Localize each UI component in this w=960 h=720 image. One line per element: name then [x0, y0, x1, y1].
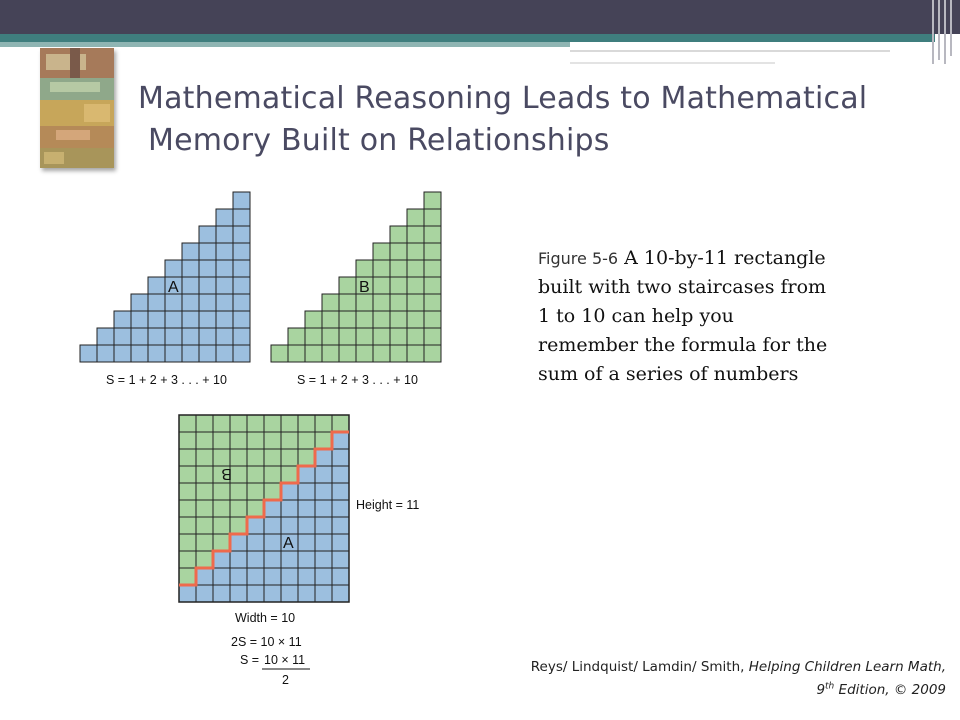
rectangle-cell: [332, 585, 349, 602]
staircase-a-cell: [199, 311, 216, 328]
staircase-b-cell: [356, 311, 373, 328]
staircase-b-cell: [390, 277, 407, 294]
rectangle-cell: [179, 551, 196, 568]
staircase-b-cell: [424, 260, 441, 277]
staircase-a-cell: [114, 328, 131, 345]
staircase-a-cell: [199, 294, 216, 311]
staircase-b-cell: [305, 311, 322, 328]
title-line-2: Memory Built on Relationships: [148, 123, 610, 158]
rectangle-cell: [230, 449, 247, 466]
staircase-a-cell: [216, 260, 233, 277]
rectangle-cell: [298, 415, 315, 432]
staircase-a-cell: [148, 277, 165, 294]
staircase-a-cell: [233, 277, 250, 294]
rectangle-cell: [298, 551, 315, 568]
rectangle-cell: [179, 483, 196, 500]
staircase-a-cell: [233, 226, 250, 243]
rectangle-cell: [315, 432, 332, 449]
staircase-a-cell: [233, 345, 250, 362]
staircase-b-cell: [373, 345, 390, 362]
rectangle-cell: [179, 534, 196, 551]
staircase-a-cell: [216, 345, 233, 362]
staircase-b-cell: [407, 209, 424, 226]
staircase-b-cell: [407, 345, 424, 362]
rectangle-cell: [315, 517, 332, 534]
rectangle-cell: [196, 466, 213, 483]
rectangle-cell: [264, 568, 281, 585]
staircase-a-cell: [233, 328, 250, 345]
staircase-a-label: A: [168, 279, 179, 296]
credit-book-title: Helping Children Learn Math,: [748, 659, 946, 675]
rectangle-cell: [196, 415, 213, 432]
rectangle-cell: [179, 568, 196, 585]
staircase-a-cell: [182, 311, 199, 328]
staircase-b-cell: [390, 328, 407, 345]
rectangle-cell: [179, 500, 196, 517]
rectangle-cell: [281, 568, 298, 585]
staircase-a-cell: [114, 345, 131, 362]
staircase-a-cell: [216, 209, 233, 226]
rectangle-cell: [315, 568, 332, 585]
staircase-b-cell: [424, 209, 441, 226]
rectangle-cell: [230, 415, 247, 432]
rectangle-cell: [179, 466, 196, 483]
staircase-b-cell: [322, 345, 339, 362]
staircase-b-cell: [424, 294, 441, 311]
rectangle-cell: [230, 432, 247, 449]
rectangle-cell: [298, 449, 315, 466]
staircase-b-cell: [373, 260, 390, 277]
rectangle-cell: [247, 432, 264, 449]
staircase-b-cell: [390, 260, 407, 277]
staircase-b-cell: [373, 328, 390, 345]
credit-authors: Reys/ Lindquist/ Lamdin/ Smith,: [530, 659, 749, 675]
staircase-a-sum-label: S = 1 + 2 + 3 . . . + 10: [106, 373, 227, 387]
rectangle-cell: [247, 585, 264, 602]
rectangle-cell: [332, 483, 349, 500]
rectangle-cell: [196, 585, 213, 602]
staircase-b-cell: [356, 260, 373, 277]
staircase-b-cell: [322, 294, 339, 311]
credit-edition-suffix: th: [825, 681, 835, 691]
staircase-b-cell: [373, 294, 390, 311]
rectangle-cell: [264, 449, 281, 466]
staircase-b-cell: [407, 260, 424, 277]
staircase-a-cell: [199, 277, 216, 294]
staircase-a-cell: [97, 345, 114, 362]
rectangle-cell: [315, 585, 332, 602]
rectangle-cell: [315, 449, 332, 466]
figure-caption: [538, 244, 838, 389]
figure-caption-text: A 10-by-11 rectangle built with two staircases from 1 to 10 can help you remember the formula for the sum of a series of numbers: [538, 247, 828, 385]
staircase-b-cell: [390, 294, 407, 311]
rectangle-cell: [298, 432, 315, 449]
staircase-b-cell: [356, 294, 373, 311]
staircase-a-cell: [199, 260, 216, 277]
rectangle-cell: [213, 483, 230, 500]
staircase-b-cell: [356, 328, 373, 345]
rectangle-cell: [230, 483, 247, 500]
staircase-a-cell: [199, 328, 216, 345]
staircase-b-cell: [322, 311, 339, 328]
rectangle-cell: [230, 551, 247, 568]
rectangle-a-label: A: [283, 535, 294, 552]
rectangle-cell: [332, 551, 349, 568]
width-label: Width = 10: [235, 611, 296, 625]
staircase-b-cell: [407, 328, 424, 345]
rectangle-cell: [264, 500, 281, 517]
rectangle-cell: [332, 500, 349, 517]
rectangle-cell: [213, 568, 230, 585]
staircase-a-cell: [233, 260, 250, 277]
rectangle-cell: [213, 415, 230, 432]
rectangle-cell: [281, 449, 298, 466]
staircase-a-cell: [131, 328, 148, 345]
staircase-a-cell: [165, 260, 182, 277]
rectangle-cell: [298, 585, 315, 602]
rectangle-cell: [332, 415, 349, 432]
rectangle-cell: [332, 432, 349, 449]
staircase-b-cell: [424, 277, 441, 294]
staircase-a-cell: [182, 345, 199, 362]
staircase-a-cell: [165, 311, 182, 328]
rectangle-cell: [247, 568, 264, 585]
staircase-b-cell: [407, 294, 424, 311]
staircase-b-cell: [356, 345, 373, 362]
rectangle-cell: [213, 432, 230, 449]
rectangle-cell: [230, 568, 247, 585]
staircase-a-cell: [199, 226, 216, 243]
staircase-a-cell: [182, 328, 199, 345]
staircase-b-cell: [407, 243, 424, 260]
credit-edition: Edition, © 2009: [834, 681, 946, 698]
rectangle-b-label-rotated: B: [221, 465, 232, 482]
staircase-b-cell: [390, 226, 407, 243]
staircase-b-cell: [424, 226, 441, 243]
staircase-a-cell: [233, 192, 250, 209]
staircase-b-cell: [339, 277, 356, 294]
rectangle-cell: [213, 534, 230, 551]
staircase-a-cell: [216, 226, 233, 243]
staircase-a-cell: [114, 311, 131, 328]
figure-label: Figure 5-6: [538, 249, 619, 268]
rectangle-cell: [247, 483, 264, 500]
staircase-b-cell: [373, 311, 390, 328]
rectangle-cell: [281, 551, 298, 568]
staircase-b-cell: [424, 192, 441, 209]
rectangle-cell: [247, 551, 264, 568]
rectangle-cell: [332, 517, 349, 534]
rectangle-cell: [247, 415, 264, 432]
staircase-b-cell: [390, 345, 407, 362]
rectangle-cell: [264, 432, 281, 449]
staircase-a-cell: [97, 328, 114, 345]
staircase-b-cell: [424, 345, 441, 362]
staircase-b-cell: [339, 294, 356, 311]
staircase-a-cell: [148, 311, 165, 328]
rectangle-cell: [179, 517, 196, 534]
staircase-a-cell: [216, 311, 233, 328]
staircase-a-cell: [233, 243, 250, 260]
staircase-b-cell: [288, 328, 305, 345]
staircase-b-cell: [407, 277, 424, 294]
rectangle-cell: [196, 551, 213, 568]
staircase-a-cell: [148, 328, 165, 345]
formula-s-denominator: 2: [282, 673, 289, 687]
rectangle-cell: [315, 534, 332, 551]
staircase-a-cell: [199, 243, 216, 260]
rectangle-cell: [247, 534, 264, 551]
staircase-b-cell: [305, 345, 322, 362]
staircase-a-cell: [131, 311, 148, 328]
rectangle-cell: [247, 449, 264, 466]
staircase-b-cell: [288, 345, 305, 362]
rectangle-cell: [196, 517, 213, 534]
rectangle-cell: [179, 585, 196, 602]
rectangle-cell: [179, 415, 196, 432]
rectangle-cell: [196, 449, 213, 466]
rectangle-cell: [247, 500, 264, 517]
staircase-a-cell: [216, 328, 233, 345]
staircase-a-cell: [131, 345, 148, 362]
staircase-a-cell: [182, 277, 199, 294]
rectangle-cell: [196, 568, 213, 585]
formula-s-lhs: S =: [240, 653, 260, 667]
height-label: Height = 11: [356, 498, 420, 512]
rectangle-cell: [298, 483, 315, 500]
rectangle-cell: [298, 568, 315, 585]
staircase-a-cell: [182, 260, 199, 277]
rectangle-cell: [332, 449, 349, 466]
rectangle-cell: [281, 517, 298, 534]
staircase-b-cell: [373, 277, 390, 294]
staircase-b-sum-label: S = 1 + 2 + 3 . . . + 10: [297, 373, 418, 387]
staircase-b-cell: [339, 328, 356, 345]
staircase-b-cell: [271, 345, 288, 362]
staircase-b-cell: [424, 311, 441, 328]
rectangle-cell: [298, 534, 315, 551]
rectangle-cell: [213, 500, 230, 517]
formula-2s: 2S = 10 × 11: [231, 635, 302, 649]
rectangle-cell: [264, 551, 281, 568]
staircase-a-cell: [233, 209, 250, 226]
rectangle-cell: [281, 415, 298, 432]
rectangle-cell: [264, 483, 281, 500]
rectangle-cell: [230, 517, 247, 534]
rectangle-cell: [213, 551, 230, 568]
rectangle-cell: [196, 432, 213, 449]
rectangle-cell: [281, 483, 298, 500]
rectangle-cell: [281, 585, 298, 602]
staircase-a-cell: [199, 345, 216, 362]
source-credit: [386, 658, 946, 700]
formula-s-numerator: 10 × 11: [264, 653, 306, 667]
rectangle-cell: [332, 534, 349, 551]
staircase-a-cell: [165, 345, 182, 362]
staircase-a-cell: [216, 243, 233, 260]
staircase-a-cell: [233, 311, 250, 328]
rectangle-cell: [315, 466, 332, 483]
staircase-b-cell: [407, 226, 424, 243]
rectangle-cell: [264, 517, 281, 534]
rectangle-cell: [298, 500, 315, 517]
rectangle-cell: [281, 500, 298, 517]
staircase-b-cell: [339, 311, 356, 328]
rectangle-cell: [298, 517, 315, 534]
rectangle-cell: [264, 534, 281, 551]
rectangle-cell: [264, 466, 281, 483]
staircase-b-cell: [322, 328, 339, 345]
rectangle-cell: [315, 551, 332, 568]
rectangle-cell: [179, 432, 196, 449]
rectangle-cell: [213, 449, 230, 466]
staircase-b-cell: [390, 243, 407, 260]
staircase-b-cell: [373, 243, 390, 260]
rectangle-cell: [332, 466, 349, 483]
staircase-a-cell: [233, 294, 250, 311]
rectangle-cell: [281, 432, 298, 449]
rectangle-cell: [247, 466, 264, 483]
rectangle-cell: [315, 415, 332, 432]
rectangle-cell: [281, 466, 298, 483]
rectangle-cell: [264, 585, 281, 602]
staircase-a-cell: [131, 294, 148, 311]
staircase-a-cell: [80, 345, 97, 362]
rectangle-cell: [230, 585, 247, 602]
staircase-b-cell: [407, 311, 424, 328]
rectangle-cell: [264, 415, 281, 432]
staircase-b-cell: [339, 345, 356, 362]
staircase-a-cell: [216, 294, 233, 311]
staircase-a-cell: [165, 294, 182, 311]
rectangle-cell: [213, 585, 230, 602]
rectangle-cell: [196, 483, 213, 500]
rectangle-cell: [332, 568, 349, 585]
rectangle-cell: [196, 534, 213, 551]
rectangle-cell: [315, 483, 332, 500]
staircase-a-cell: [148, 294, 165, 311]
staircase-b-cell: [424, 328, 441, 345]
rectangle-cell: [298, 466, 315, 483]
rectangle-cell: [247, 517, 264, 534]
staircase-a-cell: [148, 345, 165, 362]
staircase-b-cell: [424, 243, 441, 260]
staircase-a-cell: [182, 243, 199, 260]
rectangle-cell: [213, 517, 230, 534]
staircase-a-cell: [165, 328, 182, 345]
title-line-1: Mathematical Reasoning Leads to Mathematical: [138, 81, 868, 116]
rectangle-cell: [230, 534, 247, 551]
rectangle-cell: [179, 449, 196, 466]
staircase-b-cell: [305, 328, 322, 345]
credit-edition-number: 9: [816, 681, 826, 698]
staircase-a-cell: [182, 294, 199, 311]
staircase-a-cell: [216, 277, 233, 294]
rectangle-cell: [230, 500, 247, 517]
staircase-b-cell: [390, 311, 407, 328]
rectangle-cell: [315, 500, 332, 517]
staircase-b-label: B: [359, 279, 370, 296]
rectangle-cell: [196, 500, 213, 517]
